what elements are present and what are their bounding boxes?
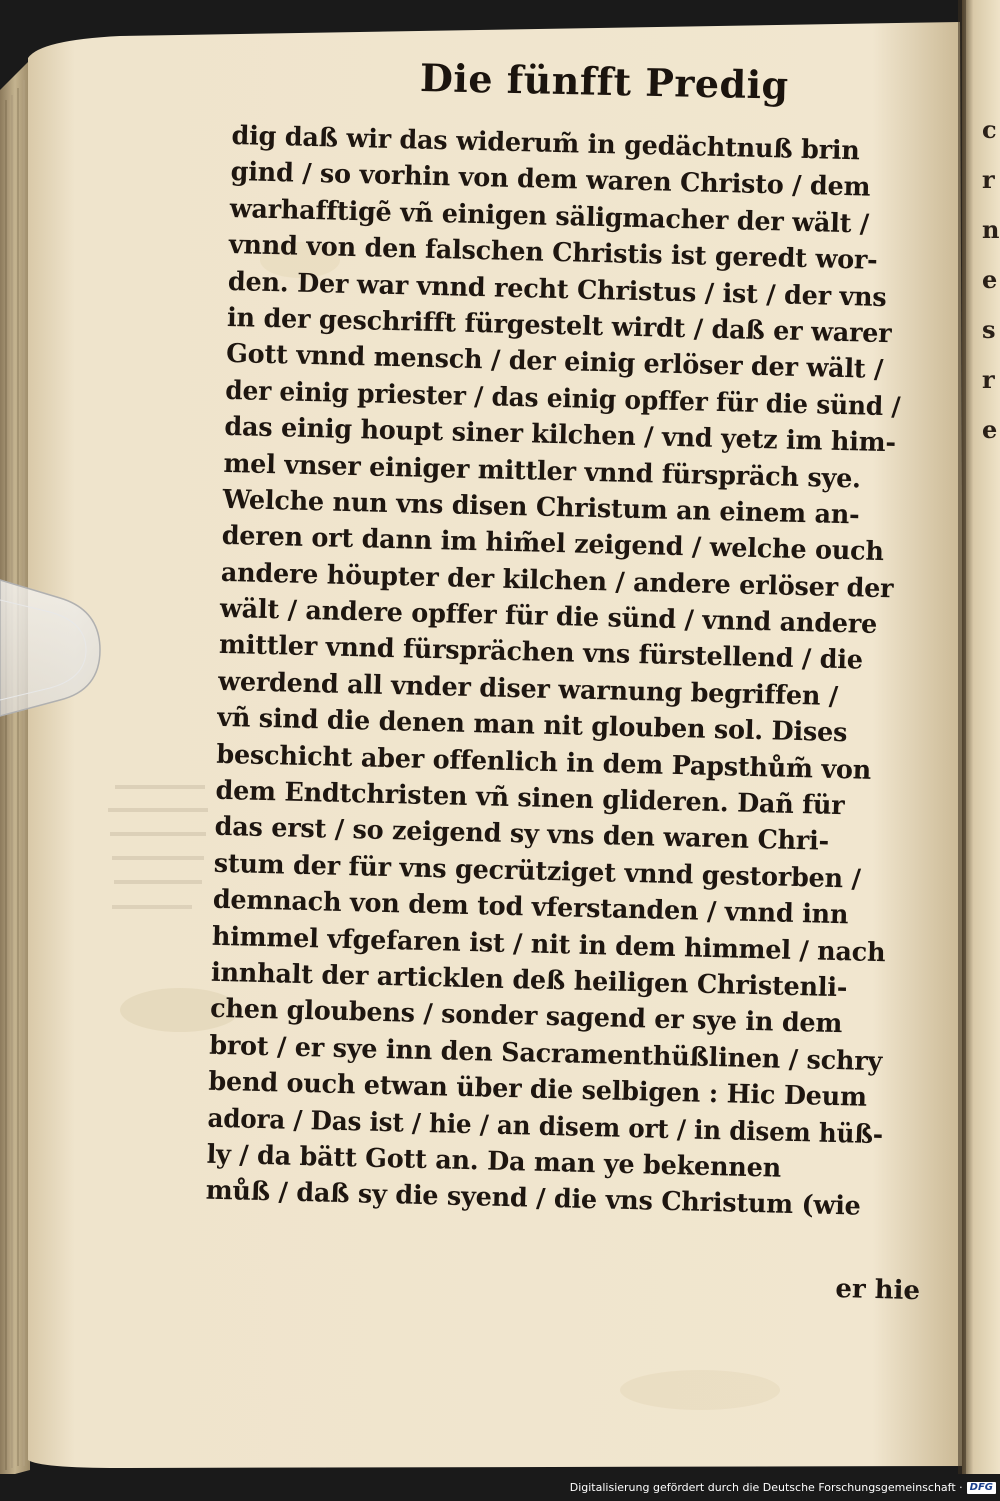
text-line: himmel vfgefaren ist / nit in dem himmel / nach [211, 921, 886, 968]
text-line: das einig houpt siner kilchen / vnd yetz im him- [224, 412, 897, 459]
text-line: Welche nun vns disen Christum an einem an- [222, 484, 860, 531]
text-line: ly / da bätt Gott an. Da man ye bekennen [206, 1139, 782, 1184]
text-line: mel vnser einiger mittler vnnd fürspräch sye. [223, 448, 862, 494]
text-line: werdend all vnder diser warnung begriffen / [217, 666, 839, 712]
text-line: Gott vnnd mensch / der einig erlöser der wält / [225, 339, 884, 386]
footer-credit [570, 1479, 996, 1497]
text-line: wält / andere opffer für die sünd / vnnd andere [219, 593, 878, 640]
footer-credit-text: Digitalisierung gefördert durch die Deutsche Forschungsgemeinschaft · [569, 1481, 963, 1494]
right-page-letter: e [982, 265, 998, 294]
text-line: chen gloubens / sonder sagend er sye in dem [209, 994, 843, 1040]
text-line: gind / so vorhin von dem waren Christo / dem [230, 157, 871, 204]
text-line: der einig priester / das einig opffer für die sünd / [224, 375, 901, 423]
text-line: dem Endtchristen vñ sinen glideren. Dañ für [215, 775, 845, 822]
text-line: demnach von dem tod vferstanden / vnnd inn [212, 884, 849, 931]
right-page-letter: s [982, 315, 996, 344]
catchword: er hie [835, 1274, 921, 1307]
text-block [205, 118, 921, 1226]
running-head: Die fünfft Predig [419, 55, 790, 108]
text-line: vnnd von den falschen Christis ist geredt wor- [228, 230, 878, 276]
text-line: beschicht aber offenlich in dem Papsthům̃ von [216, 739, 872, 786]
right-page-letter: e [982, 415, 998, 444]
text-line: brot / er sye inn den Sacramenthüßlinen / schry [208, 1030, 883, 1077]
text-line: den. Der war vnnd recht Christus / ist / der vns [227, 266, 887, 313]
text-line: warhafftigẽ vñ einigen säligmacher der wält / [229, 193, 870, 240]
text-line: deren ort dann im him̃el zeigend / welche ouch [221, 521, 885, 568]
right-page-letter: r [982, 165, 995, 194]
text-line: innhalt der articklen deß heiligen Christenli- [210, 957, 848, 1004]
text-line: andere höupter der kilchen / andere erlöser der [220, 557, 894, 604]
text-line: bend ouch etwan über die selbigen : Hic Deum [208, 1066, 868, 1113]
dfg-logo: DFG [967, 1482, 996, 1494]
right-page-letter: r [982, 365, 995, 394]
text-line: dig daß wir das widerum̃ in gedächtnuß brin [231, 120, 860, 167]
text-line: das erst / so zeigend sy vns den waren Chri- [214, 812, 830, 858]
text-line: můß / daß sy die syend / die vns Christum (wie [205, 1176, 861, 1223]
text-line: mittler vnnd fürsprächen vns fürstellend / die [218, 630, 864, 677]
text-line: adora / Das ist / hie / an disem ort / in disem hüß- [207, 1103, 884, 1150]
text-line: vñ sind die denen man nit glouben sol. Dises [216, 703, 848, 749]
right-page-letter: c [982, 115, 997, 144]
text-line: stum der für vns gecrütziget vnnd gestorben / [213, 848, 862, 895]
right-page-letter: n [982, 215, 1000, 244]
text-line: in der geschrifft fürgestelt wirdt / daß er warer [226, 302, 892, 350]
